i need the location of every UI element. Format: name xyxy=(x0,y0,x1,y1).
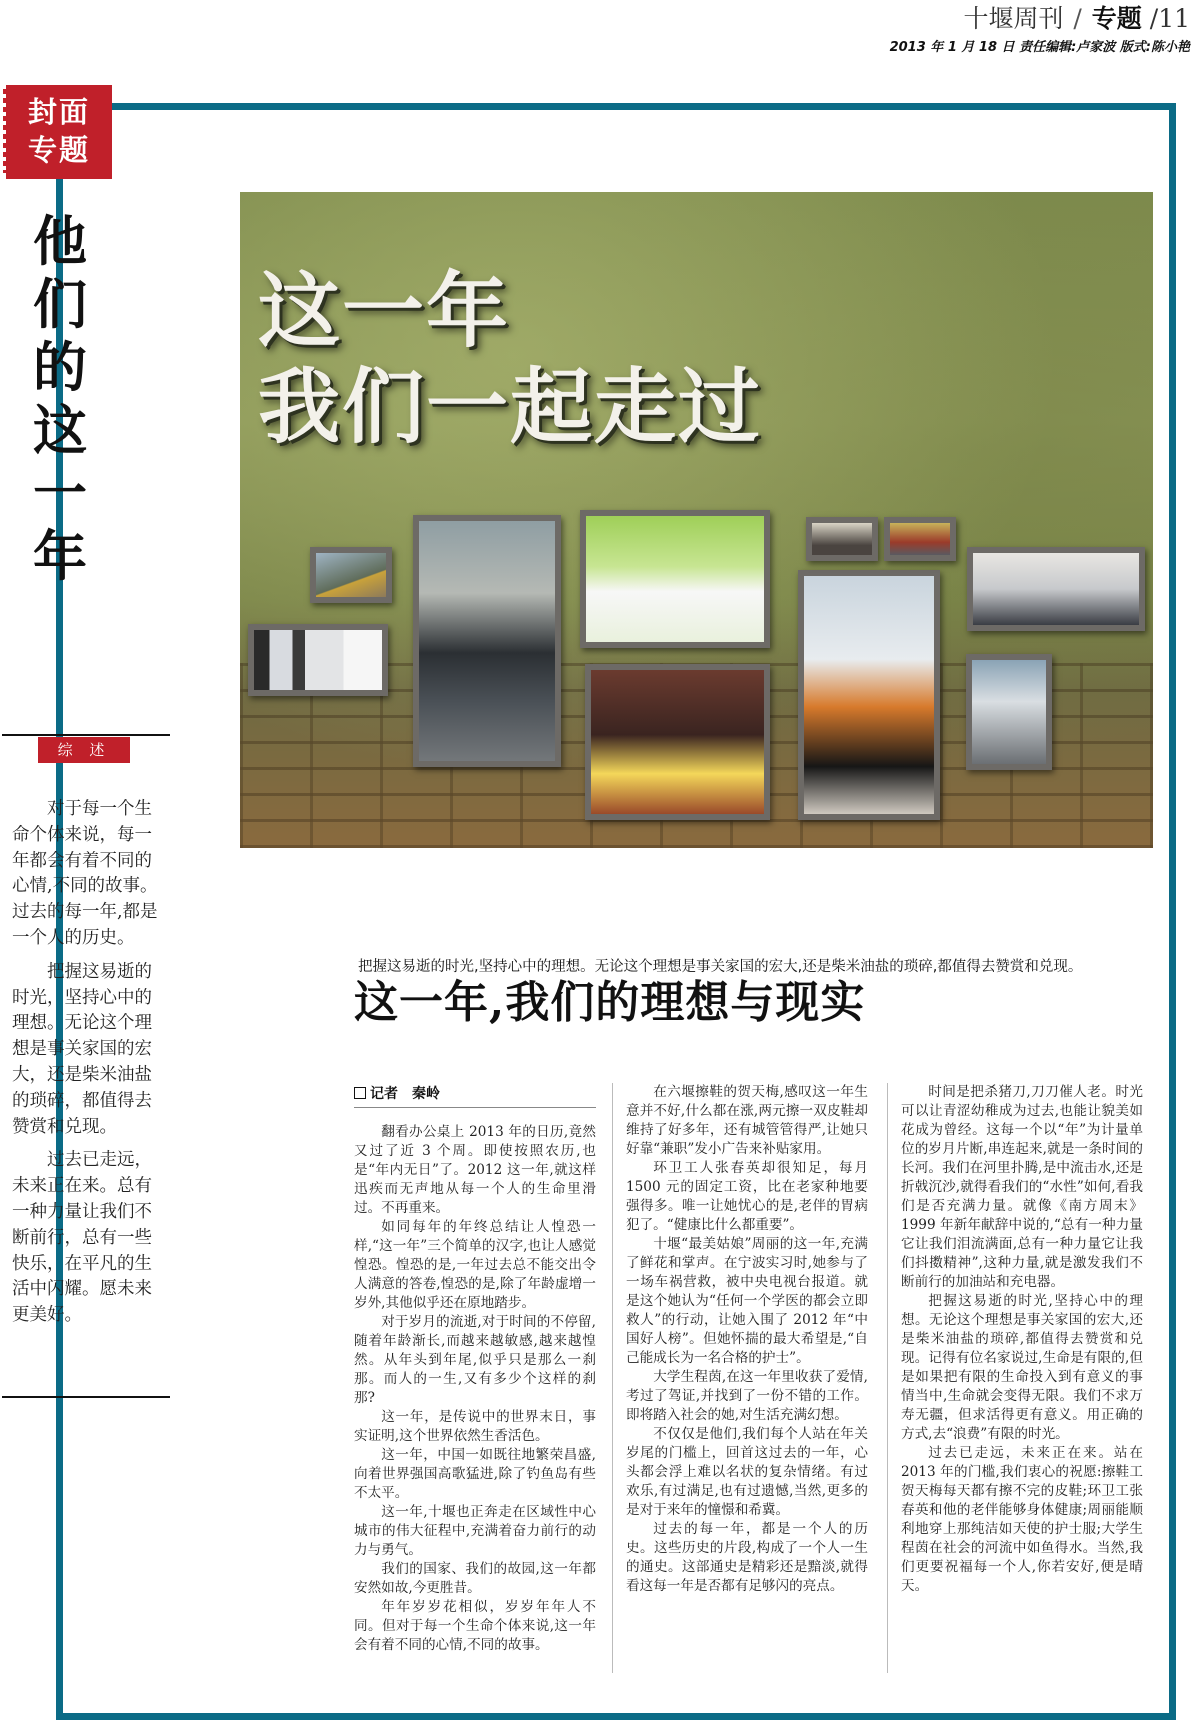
body-paragraph: 不仅仅是他们,我们每个人站在年关岁尾的门槛上，回首这过去的一年，心头都会浮上难以名状的复杂情绪。有过欢乐,有过满足,也有过遗憾,当然,更多的是对于来年的憧憬和希冀。 xyxy=(626,1426,868,1518)
photo-family-flowers xyxy=(585,664,770,820)
checkbox-square-icon xyxy=(354,1087,366,1099)
hero-title-line-1: 这一年 xyxy=(258,264,511,359)
summary-tag: 综 述 xyxy=(38,737,130,763)
summary-paragraph: 对于每一个生命个体来说，每一年都会有着不同的心情,不同的故事。过去的每一年,都是一个人的历史。 xyxy=(12,799,158,948)
body-paragraph: 大学生程茵,在这一年里收获了爱情,考过了驾证,并找到了一份不错的工作。即将踏入社会的她,对生活充满幻想。 xyxy=(626,1369,868,1423)
vertical-title-char: 的 xyxy=(33,335,87,399)
body-paragraph: 翻看办公桌上 2013 年的日历,竟然又过了近 3 个周。即使按照农历,也是“年内无日”了。2012 这一年,就这样迅疾而无声地从每一个人的生命里滑过。不再重来。 xyxy=(354,1124,596,1216)
masthead xyxy=(890,2,1190,55)
article-kicker: 把握这易逝的时光,坚持心中的理想。无论这个理想是事关家国的宏大,还是柴米油盐的琐碎,都值得去赞赏和兑现。 xyxy=(358,959,1083,975)
body-paragraph: 这一年，中国一如既往地繁荣昌盛,向着世界强国高歌猛进,除了钓鱼岛有些不太平。 xyxy=(354,1447,596,1501)
article-byline xyxy=(354,1083,596,1108)
summary-paragraph: 把握这易逝的时光，坚持心中的理想。无论这个理想是事关家国的宏大，还是柴米油盐的琐碎，都值得去赞赏和兑现。 xyxy=(12,961,152,1137)
vertical-title-char: 他 xyxy=(33,209,87,273)
publication-name: 十堰周刊 xyxy=(963,4,1064,33)
column-divider xyxy=(887,1083,888,1673)
photo-worker-portrait xyxy=(310,547,392,603)
header-separator: / xyxy=(1073,4,1082,33)
article-column-2 xyxy=(626,1083,868,1596)
hero-image xyxy=(240,192,1153,848)
body-paragraph: 过去的每一年，都是一个人的历史。这些历史的片段,构成了一个人一生的通史。这部通史是精彩还是黯淡,就得看这每一年是否都有足够闪的亮点。 xyxy=(626,1521,868,1594)
stamp-line-2: 专题 xyxy=(27,133,90,167)
hero-title xyxy=(258,264,762,456)
issue-meta: 2013 年 1 月 18 日 责任编辑:卢家波 版式:陈小艳 xyxy=(889,40,1190,55)
stamp-line-1: 封面 xyxy=(27,95,90,129)
photo-nurse-hallway xyxy=(248,624,388,696)
body-paragraph: 十堰“最美姑娘”周丽的这一年,充满了鲜花和掌声。在宁波实习时,她参与了一场车祸营救，被中央电视台报道。就是这个她认为“任何一个学医的都会立即救人”的行动，让她入围了 2012 年“中国好人榜”。但她怀揣的最大希望是,“自己能成长为一名合格的护士”。 xyxy=(626,1236,868,1366)
body-paragraph: 时间是把杀猪刀,刀刀催人老。时光可以让青涩幼稚成为过去,也能让貌美如花成为曾经。这每一个以“年”为计量单位的岁月片断,串连起来,就是一条时间的长河。我们在河里扑腾,是中流击水,还是折戟沉沙,就得看我们的“水性”如何,看我们是否充满力量。就像《南方周末》1999 年新年献辞中说的,“总有一种力量它让我们泪流满面,总有一种力量它让我们抖擞精神”,这种力量,就是激发我们不断前行的加油站和充电器。 xyxy=(901,1084,1143,1290)
body-paragraph: 年年岁岁花相似，岁岁年年人不同。但对于每一个生命个体来说,这一年会有着不同的心情,不同的故事。 xyxy=(354,1599,596,1653)
body-paragraph: 在六堰擦鞋的贺天梅,感叹这一年生意并不好,什么都在涨,两元擦一双皮鞋却维持了好多年，还有城管管得严,让她只好靠“兼职”发小广告来补贴家用。 xyxy=(626,1084,868,1157)
column-divider xyxy=(612,1083,613,1673)
body-paragraph: 环卫工人张春英却很知足，每月 1500 元的固定工资，比在老家种地要强得多。唯一让她忧心的是,老伴的胃病犯了。“健康比什么都重要”。 xyxy=(626,1160,868,1233)
photo-man-by-waterfall xyxy=(413,515,561,767)
photo-woman-orange-jacket xyxy=(798,570,940,820)
photo-street-sweeper xyxy=(966,654,1052,770)
body-paragraph: 把握这易逝的时光,坚持心中的理想。无论这个理想是事关家国的宏大,还是柴米油盐的琐碎,都值得去赞赏和兑现。记得有位名家说过,生命是有限的,但是如果把有限的生命投入到有意义的事情当中,生命就会变得无限。我们不求万寿无疆，但求活得更有意义。用正确的方式,去“浪费”有限的时光。 xyxy=(901,1293,1143,1442)
photo-shop-stall xyxy=(884,517,956,561)
body-paragraph: 这一年,十堰也正奔走在区域性中心城市的伟大征程中,充满着奋力前行的动力与勇气。 xyxy=(354,1504,596,1558)
summary-bottom-rule xyxy=(2,1396,170,1398)
vertical-title-char: 这 xyxy=(33,398,87,462)
byline-text: 记者 秦岭 xyxy=(370,1086,440,1102)
section-stamp xyxy=(6,85,112,179)
body-paragraph: 过去已走远，未来正在来。站在 2013 年的门槛,我们衷心的祝愿:擦鞋工贺天梅每天都有擦不完的皮鞋;环卫工张春英和他的老伴能够身体健康;周丽能顺利地穿上那纯洁如天使的护士服;大学生程茵在社会的河流中如鱼得水。当然,我们更要祝福每一个人,你若安好,便是晴天。 xyxy=(901,1445,1143,1594)
photo-office-man xyxy=(806,517,878,561)
vertical-title-char: 年 xyxy=(33,524,87,588)
photo-wedding-couple xyxy=(580,510,770,648)
article-headline: 这一年,我们的理想与现实 xyxy=(354,977,866,1028)
summary-paragraph: 过去已走远，未来正在来。总有一种力量让我们不断前行，总有一些快乐，在平凡的生活中闪耀。愿未来更美好。 xyxy=(12,1150,152,1326)
hero-title-line-2: 我们一起走过 xyxy=(258,360,763,455)
body-paragraph: 如同每年的年终总结让人惶恐一样,“这一年”三个简单的汉字,也让人感觉惶恐。惶恐的是,一年过去总不能交出令人满意的答卷,惶恐的是,除了年龄虚增一岁外,其他似乎还在原地踏步。 xyxy=(354,1219,596,1311)
vertical-title-char: 一 xyxy=(33,461,87,525)
vertical-title-char: 们 xyxy=(33,272,87,336)
article-column-3 xyxy=(901,1083,1143,1596)
summary-top-rule xyxy=(2,734,170,736)
vertical-title xyxy=(30,210,90,588)
body-paragraph: 我们的国家、我们的故园,这一年都安然如故,今更胜昔。 xyxy=(354,1561,596,1596)
body-paragraph: 对于岁月的流逝,对于时间的不停留,随着年龄渐长,而越来越敏感,越来越惶然。从年头到年尾,似乎只是那么一刹那。而人的一生,又有多少个这样的刹那? xyxy=(354,1314,596,1406)
photo-man-at-desk xyxy=(967,547,1145,631)
section-name: 专题 xyxy=(1091,4,1142,33)
page-number: /11 xyxy=(1149,4,1190,33)
article-column-1 xyxy=(354,1123,596,1655)
summary-text xyxy=(12,797,162,1337)
body-paragraph: 这一年，是传说中的世界末日，事实证明,这个世界依然生香活色。 xyxy=(354,1409,596,1444)
